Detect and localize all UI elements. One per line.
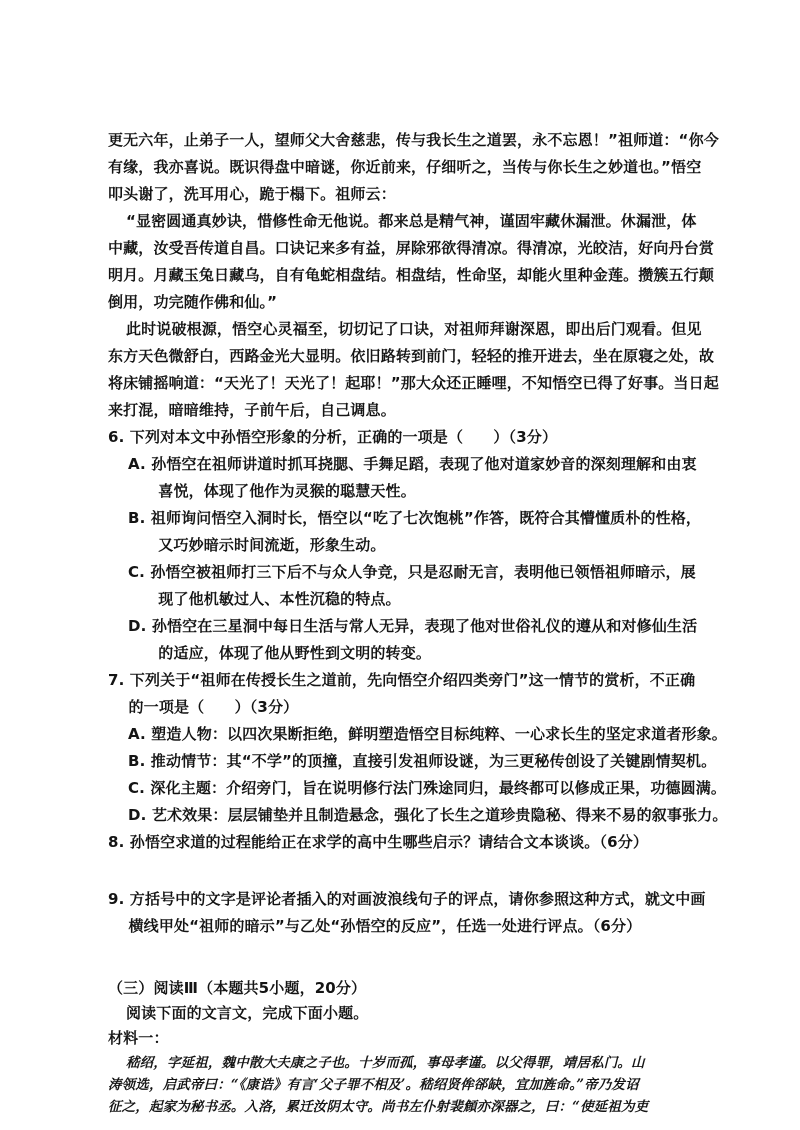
passage-line: 来打混，暗暗维持，子前午后，自己调息。	[108, 401, 396, 419]
question-stem: 9. 方括号中的文字是评论者插入的对画波浪线句子的评点，请你参照这种方式，就文中画	[108, 890, 706, 908]
question-stem-cont: 横线甲处“祖师的暗示”与乙处“孙悟空的反应”，任选一处进行评点。（6分）	[108, 917, 642, 935]
option-d-cont: 的适应，体现了他从野性到文明的转变。	[128, 644, 432, 662]
passage-line: 将床铺摇响道：“天光了！天光了！起耶！”那大众还正睡哩，不知悟空已得了好事。当日起	[108, 374, 719, 392]
section-instruction: 阅读下面的文言文，完成下面小题。	[126, 1004, 369, 1022]
option-b-cont: 又巧妙暗示时间流逝，形象生动。	[128, 536, 386, 554]
classical-line: 嵇绍，字延祖，魏中散大夫康之子也。十岁而孤，事母孝谨。以父得罪，靖居私门。山	[126, 1055, 645, 1071]
section-title: （三）阅读Ⅲ（本题共5小题，20分）	[108, 979, 367, 997]
question-8: 8. 孙悟空求道的过程能给正在求学的高中生哪些启示？请结合文本谈谈。（6分）	[108, 833, 648, 851]
passage-line: 有缘，我亦喜说。既识得盘中暗谜，你近前来，仔细听之，当传与你长生之妙道也。”悟空	[108, 158, 702, 176]
classical-line: 征之，起家为秘书丞。入洛，累迁汝阴太守。尚书左仆射裴頠亦深器之，曰：“使延祖为吏	[108, 1099, 649, 1115]
option-d: D. 艺术效果：层层铺垫并且制造悬念，强化了长生之道珍贵隐秘、得来不易的叙事张力。	[128, 806, 728, 824]
question-stem-cont: 的一项是（ ）（3分）	[108, 698, 299, 716]
passage-line: 此时说破根源，悟空心灵福至，切切记了口诀，对祖师拜谢深恩，即出后门观看。但见	[126, 320, 702, 338]
option-a-cont: 喜悦，体现了他作为灵猴的聪慧天性。	[128, 482, 416, 500]
question-stem: 6. 下列对本文中孙悟空形象的分析，正确的一项是（ ）（3分）	[108, 428, 558, 446]
question-stem: 7. 下列关于“祖师在传授长生之道前，先向悟空介绍四类旁门”这一情节的赏析，不正确	[108, 671, 696, 689]
verse-line: “显密圆通真妙诀，惜修性命无他说。都来总是精气神，谨固牢藏休漏泄。休漏泄，体	[126, 212, 697, 230]
verse-line: 明月。月藏玉兔日藏乌，自有龟蛇相盘结。相盘结，性命坚，却能火里种金莲。攒簇五行颠	[108, 266, 715, 284]
option-d: D. 孙悟空在三星洞中每日生活与常人无异，表现了他对世俗礼仪的遵从和对修仙生活	[128, 617, 698, 635]
passage-line: 更无六年，止弟子一人，望师父大舍慈悲，传与我长生之道罢，永不忘恩！”祖师道：“你今	[108, 131, 719, 149]
passage-line: 叩头谢了，洗耳用心，跪于榻下。祖师云：	[108, 185, 396, 203]
option-b: B. 推动情节：其“不学”的顶撞，直接引发祖师设谜，为三更秘传创设了关键剧情契机。	[128, 752, 717, 770]
option-a: A. 塑造人物：以四次果断拒绝，鲜明塑造悟空目标纯粹、一心求长生的坚定求道者形象。	[128, 725, 727, 743]
option-c: C. 孙悟空被祖师打三下后不与众人争竞，只是忍耐无言，表明他已领悟祖师暗示，展	[128, 563, 696, 581]
classical-line: 涛领选，启武帝曰：“《康诰》有言‘父子罪不相及’。嵇绍贤侔郤缺，宜加旌命。”帝乃发诏	[108, 1077, 639, 1093]
verse-line: 倒用，功完随作佛和仙。”	[108, 293, 278, 311]
option-c: C. 深化主题：介绍旁门，旨在说明修行法门殊途同归，最终都可以修成正果，功德圆满。	[128, 779, 727, 797]
option-b: B. 祖师询问悟空入洞时长，悟空以“吃了七次饱桃”作答，既符合其懵懂质朴的性格，	[128, 509, 702, 527]
material-label: 材料一：	[108, 1029, 169, 1047]
verse-line: 中藏，汝受吾传道自昌。口诀记来多有益，屏除邪欲得清凉。得清凉，光皎洁，好向丹台赏	[108, 239, 715, 257]
option-c-cont: 现了他机敏过人、本性沉稳的特点。	[128, 590, 401, 608]
option-a: A. 孙悟空在祖师讲道时抓耳挠腮、手舞足蹈，表现了他对道家妙音的深刻理解和由衷	[128, 455, 697, 473]
passage-line: 东方天色微舒白，西路金光大显明。依旧路转到前门，轻轻的推开进去，坐在原寝之处，故	[108, 347, 715, 365]
